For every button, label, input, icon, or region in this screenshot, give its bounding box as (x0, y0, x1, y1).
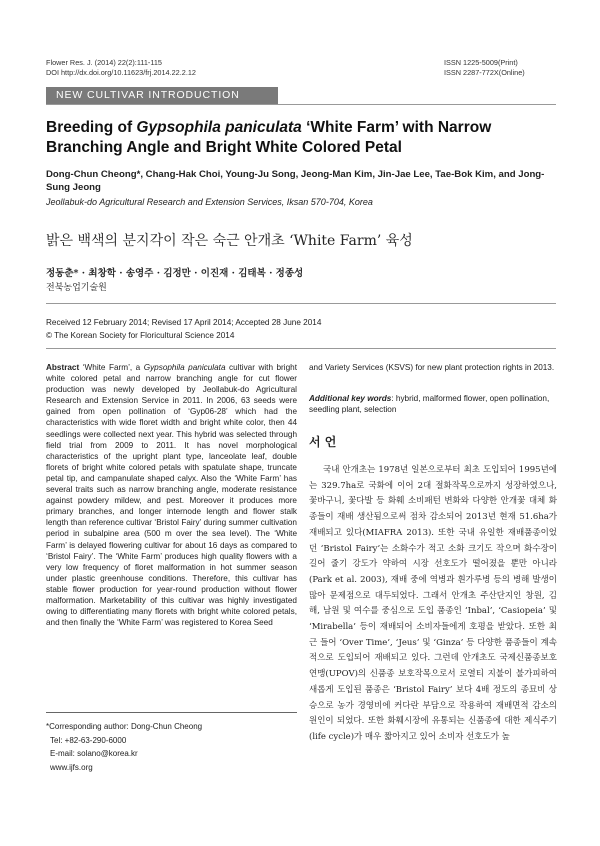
doi-link[interactable]: DOI http://dx.doi.org/10.11623/frj.2014.22.2.12 (46, 68, 196, 77)
copyright-line: © The Korean Society for Floricultural Science 2014 (46, 331, 235, 340)
issn-online: ISSN 2287-772X(Online) (444, 68, 525, 77)
korean-title: 밝은 백색의 분지각이 작은 숙근 안개초 ‘White Farm’ 육성 (46, 233, 413, 249)
issn-print: ISSN 1225-5009(Print) (444, 58, 518, 67)
corresponding-author-block (46, 720, 202, 774)
telephone: Tel: +82-63-290-6000 (50, 735, 127, 745)
corresponding-author: *Corresponding author: Dong-Chun Cheong (46, 722, 203, 731)
paper-title: Breeding of Gypsophila paniculata ‘White Farm’ with Narrow Branching Angle and Bright White Colored Petal (46, 119, 492, 156)
journal-citation: Flower Res. J. (2014) 22(2):111-115 (46, 58, 162, 67)
dates-rule (46, 348, 556, 349)
banner-rule (46, 104, 556, 105)
header-rule (46, 303, 556, 304)
footnote-rule (46, 712, 297, 713)
abstract-text: Abstract ‘White Farm’, a Gypsophila paniculata cultivar with bright white colored petal and narrow branching angle for cut flower production was newly developed by Jeollabuk-do Agricultural Research and Extension Service in 2011. In 2006, 63 seeds were gained from open pollination of ‘Gyp06-28’ which had the characteristics with wide floret width and bright white color, then 44 seedlings were collected next year. This hybrid was selected through field trial from 2009 to 2011. It has novel morphological characteristics of the upright plant type, lanceolate leaf, double florets of bright white colored petals with spatulate shape, truncate petal tip, and campanulate shaped calyx. Also the ‘White Farm’ has several traits such as narrow branching angle, moderate resistance against powdery mildew, and pest. Moreover it produces more primary branches, and longer internode length and flower stalk length than reference cultivar ‘Bristol Fairy’ during summer cultivation period in subalpine area (500 m over the sea level). The ‘White Farm’ is delayed flowering cultivar for about 16 days as compared to ‘Bristol Fairy’. The ‘White Farm’ produces high quality flowers with a very low frequency of floret malformation in hot summer season under plastic greenhouse conditions. Therefore, this cultivar has stable flower production for year-round production without flower malformation. Marketability of this cultivar was highly investigated owing to differentiating many florets with bright white colored petals, and then finally the ‘White Farm’ was registered to Korea Seed (46, 363, 297, 628)
journal-website-link[interactable]: www.ijfs.org (50, 762, 93, 772)
publication-dates: Received 12 February 2014; Revised 17 April 2014; Accepted 28 June 2014 © The Korean Society for Floricultural Science 2014 (46, 318, 322, 340)
keywords: Additional key words: hybrid, malformed flower, open pollination, seedling plant, selection (309, 394, 550, 415)
section-heading-introduction: 서 언 (309, 435, 337, 449)
email-link[interactable]: E-mail: solano@korea.kr (50, 749, 138, 758)
section-banner: NEW CULTIVAR INTRODUCTION (46, 87, 278, 104)
affiliation: Jeollabuk-do Agricultural Research and Extension Services, Iksan 570-704, Korea (46, 197, 373, 207)
korean-introduction-text: 국내 안개초는 1978년 일본으로부터 최초 도입되어 1995년에는 329.7ha로 국화에 이어 2대 절화작목으로까지 성장하였으나, 꽃바구니, 꽃다발 등 화훼 소비패턴 변화와 다양한 안개꽃 대체 화종들이 재배 생산됨으로써 점차 감소되어 2013년 현재 51.6ha가 재배되고 있다(MIAFRA 2013). 또한 국내 유일한 재배품종이었던 ‘Bristol Fairy’는 소화수가 적고 소화 크기도 작으며 화수장이 길어 줄기 강도가 약하여 시장 선호도가 떨어졌을 뿐만 아니라(Park et al. 2003), 재배 중에 역병과 흰가루병 등의 병해 발생이 많아 문제점으로 대두되었다. 그래서 안개초 주산단지인 창원, 김해, 남원 및 여수를 중심으로 도입 품종인 ‘Inbal’, ‘Casiopeia’ 및 ‘Mirabella’ 등이 재배되어 소비자들에게 호평을 받았다. 또한 최근 들어 ‘Over Time’, ‘Jeus’ 및 ‘Ginza’ 등 다양한 품종들이 계속적으로 도입되어 재배되고 있다. 그런데 안개초도 국제신품종보호연맹(UPOV)의 신품종 보호작목으로서 로열티 지불이 불가피하여 새롭게 도입된 품종은 ‘Bristol Fairy’ 보다 4배 정도의 종묘비 상승으로 농가 경영비에 커다란 부담으로 작용하여 재배면적 감소의 원인이 되었다. 또한 화훼시장에 유통되는 신품종에 대한 제식주기(life cycle)가 매우 짧아지고 있어 소비자 선호도가 높 (309, 465, 557, 742)
korean-authors: 정동춘* · 최창학 · 송영주 · 김정만 · 이진재 · 김태복 · 정종성 (46, 268, 304, 279)
korean-organization: 전북농업기술원 (46, 283, 107, 293)
author-list: Dong-Chun Cheong*, Chang-Hak Choi, Young-Ju Song, Jeong-Man Kim, Jin-Jae Lee, Tae-Bok Kim, and Jong-Sung Jeong (46, 169, 545, 193)
abstract-continued: and Variety Services (KSVS) for new plant protection rights in 2013. (309, 363, 555, 372)
